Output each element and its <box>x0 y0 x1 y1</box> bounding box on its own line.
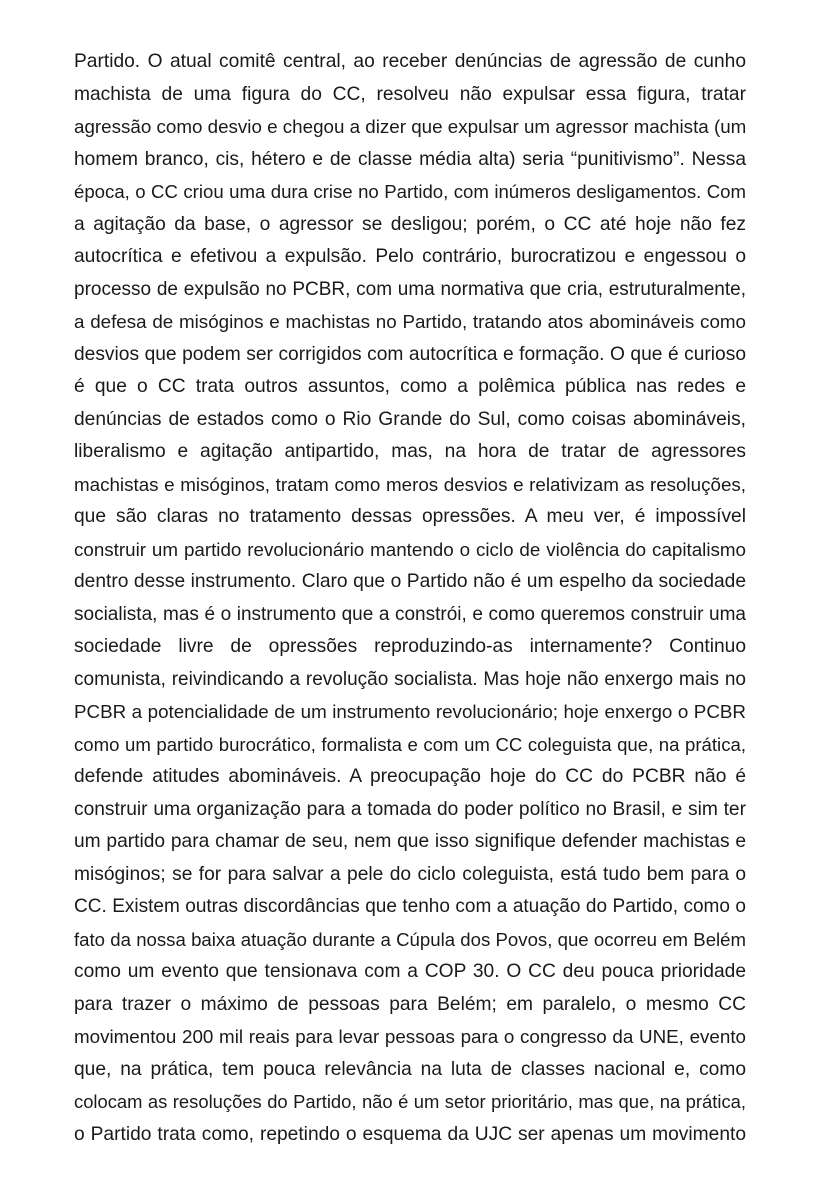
text-line-17: dentro desse instrumento. Claro que o Partido não é um espelho da sociedade <box>74 571 746 592</box>
text-line-26: misóginos; se for para salvar a pele do ciclo coleguista, está tudo bem para o <box>74 863 746 885</box>
text-line-20: comunista, reivindicando a revolução socialista. Mas hoje não enxergo mais no <box>74 668 746 690</box>
text-line-21: PCBR a potencialidade de um instrumento revolucionário; hoje enxergo o PCBR <box>74 701 746 722</box>
text-line-3: agressão como desvio e chegou a dizer que expulsar um agressor machista (um <box>74 116 747 137</box>
text-line-13: liberalismo e agitação antipartido, mas, na hora de tratar de agressores <box>74 441 746 462</box>
text-line-33: colocam as resoluções do Partido, não é um setor prioritário, mas que, na prática, <box>74 1091 746 1112</box>
text-line-31: movimentou 200 mil reais para levar pessoas para o congresso da UNE, evento <box>74 1026 746 1047</box>
text-line-29: como um evento que tensionava com a COP 30. O CC deu pouca prioridade <box>74 961 746 982</box>
text-line-19: sociedade livre de opressões reproduzindo-as internamente? Continuo <box>74 636 746 657</box>
text-line-12: denúncias de estados como o Rio Grande do Sul, como coisas abomináveis, <box>74 408 746 430</box>
text-line-1: Partido. O atual comitê central, ao receber denúncias de agressão de cunho <box>74 51 746 72</box>
text-line-27: CC. Existem outras discordâncias que tenho com a atuação do Partido, como o <box>74 896 746 917</box>
text-line-18: socialista, mas é o instrumento que a constrói, e como queremos construir uma <box>74 603 746 625</box>
text-line-15: que são claras no tratamento dessas opressões. A meu ver, é impossível <box>74 506 746 527</box>
text-line-5: época, o CC criou uma dura crise no Partido, com inúmeros desligamentos. Com <box>74 181 746 202</box>
text-line-8: processo de expulsão no PCBR, com uma normativa que cria, estruturalmente, <box>74 278 746 300</box>
text-line-28: fato da nossa baixa atuação durante a Cúpula dos Povos, que ocorreu em Belém <box>74 928 746 950</box>
text-line-10: desvios que podem ser corrigidos com autocrítica e formação. O que é curioso <box>74 343 746 365</box>
text-line-7: autocrítica e efetivou a expulsão. Pelo contrário, burocratizou e engessou o <box>74 246 746 267</box>
text-line-6: a agitação da base, o agressor se desligou; porém, o CC até hoje não fez <box>74 213 746 235</box>
text-line-4: homem branco, cis, hétero e de classe média alta) seria “punitivismo”. Nessa <box>74 148 746 170</box>
text-line-11: é que o CC trata outros assuntos, como a polêmica pública nas redes e <box>74 376 746 397</box>
text-line-2: machista de uma figura do CC, resolveu não expulsar essa figura, tratar <box>74 83 746 105</box>
text-line-25: um partido para chamar de seu, nem que isso signifique defender machistas e <box>74 831 746 852</box>
text-line-30: para trazer o máximo de pessoas para Belém; em paralelo, o mesmo CC <box>74 993 746 1015</box>
text-line-16: construir um partido revolucionário mantendo o ciclo de violência do capitalismo <box>74 538 746 560</box>
text-line-32: que, na prática, tem pouca relevância na luta de classes nacional e, como <box>74 1058 746 1080</box>
text-line-23: defende atitudes abomináveis. A preocupação hoje do CC do PCBR não é <box>74 766 746 787</box>
text-line-22: como um partido burocrático, formalista e com um CC coleguista que, na prática, <box>74 733 746 755</box>
text-line-24: construir uma organização para a tomada do poder político no Brasil, e sim ter <box>74 798 746 820</box>
text-line-14: machistas e misóginos, tratam como meros desvios e relativizam as resoluções, <box>74 473 746 495</box>
text-line-9: a defesa de misóginos e machistas no Partido, tratando atos abomináveis como <box>74 311 746 332</box>
body-text <box>74 46 746 1151</box>
text-line-34: o Partido trata como, repetindo o esquema da UJC ser apenas um movimento <box>74 1123 746 1145</box>
